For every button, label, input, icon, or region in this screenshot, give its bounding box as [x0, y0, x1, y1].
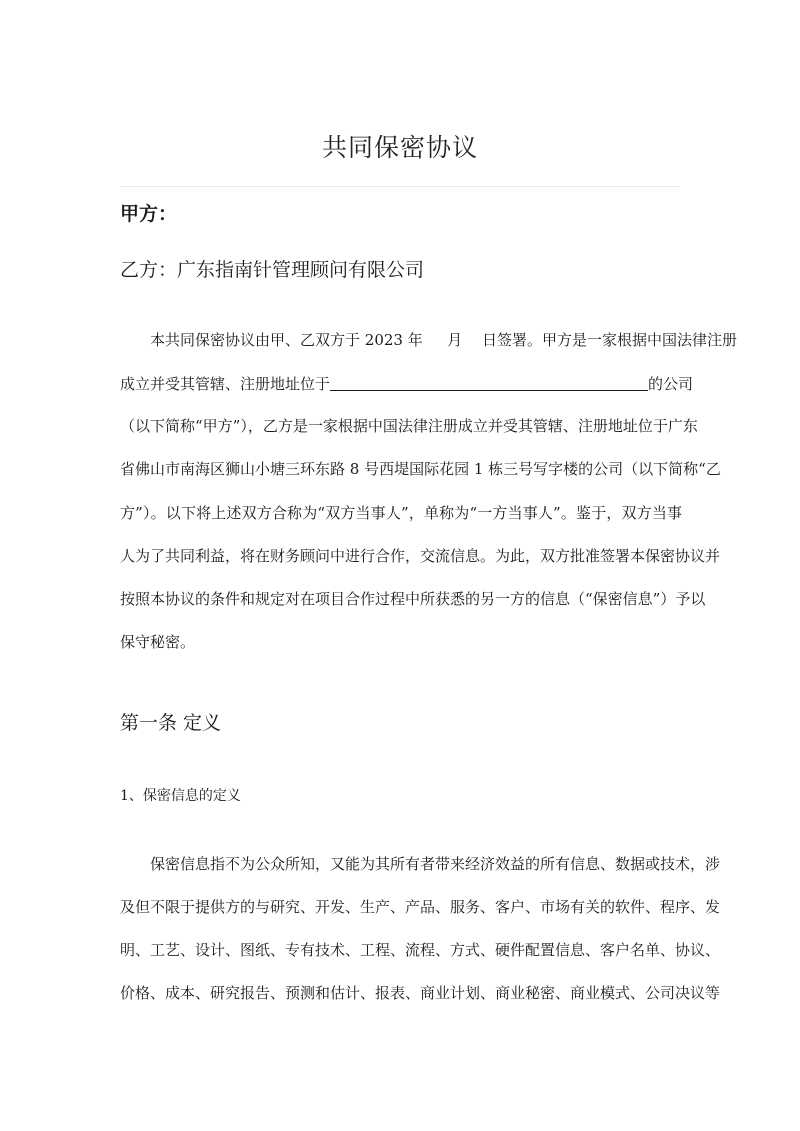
- paragraph-line: 价格、成本、研究报告、预测和估计、报表、商业计划、商业秘密、商业模式、公司决议等: [120, 984, 721, 1002]
- paragraph-line: 方”）。以下将上述双方合称为“双方当事人”，单称为“一方当事人”。鉴于，双方当事: [120, 504, 682, 522]
- party-a-label: 甲方：: [120, 203, 178, 225]
- registered-address-blank: [330, 376, 648, 391]
- paragraph-line: [120, 376, 693, 391]
- paragraph-line: 明、工艺、设计、图纸、专有技术、工程、流程、方式、硬件配置信息、客户名单、协议、: [120, 941, 721, 959]
- paragraph-line: 本共同保密协议由甲、乙双方于 2023 年 月 日签署。甲方是一家根据中国法律注册: [150, 331, 738, 349]
- paragraph-line: 及但不限于提供方的与研究、开发、生产、产品、服务、客户、市场有关的软件、程序、发: [120, 898, 721, 916]
- paragraph-line: 保密信息指不为公众所知，又能为其所有者带来经济效益的所有信息、数据或技术，涉: [150, 855, 721, 873]
- section-1-subheading: 1、保密信息的定义: [120, 788, 241, 804]
- title-divider: [120, 186, 680, 187]
- document-title: 共同保密协议: [321, 133, 478, 162]
- paragraph-line: 保守秘密。: [120, 633, 196, 651]
- paragraph-line-text: 的公司: [648, 375, 694, 393]
- paragraph-line-text: 成立并受其管辖、注册地址位于: [120, 375, 331, 393]
- paragraph-line: 按照本协议的条件和规定对在项目合作过程中所获悉的另一方的信息（“保密信息”）予以: [120, 590, 706, 608]
- section-1-heading: 第一条 定义: [120, 712, 222, 734]
- party-b-label: 乙方：广东指南针管理顾问有限公司: [120, 259, 425, 281]
- paragraph-line: 人为了共同利益，将在财务顾问中进行合作，交流信息。为此，双方批准签署本保密协议并: [120, 547, 721, 565]
- paragraph-line: （以下简称“甲方”），乙方是一家根据中国法律注册成立并受其管辖、注册地址位于广东: [120, 417, 698, 435]
- paragraph-line: 省佛山市南海区狮山小塘三环东路 8 号西堤国际花园 1 栋三号写字楼的公司（以下简称“乙: [120, 460, 721, 478]
